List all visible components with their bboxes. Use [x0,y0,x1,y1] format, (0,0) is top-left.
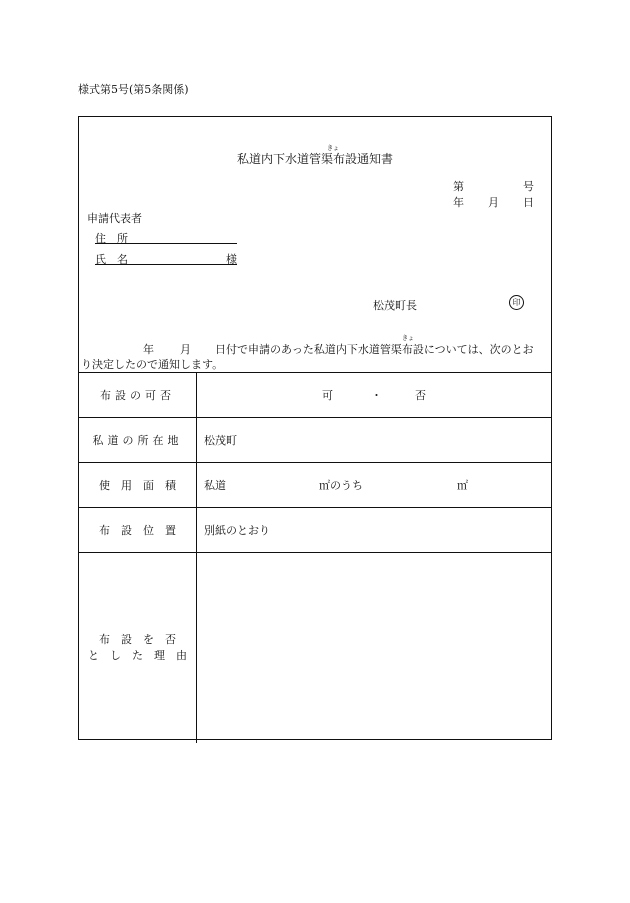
name-label: 氏 名 [95,253,128,266]
row-value-feasibility [197,373,551,417]
row-label-feasibility: 布設の可否 [79,373,197,417]
date-day: 日 [523,196,534,209]
value-private-road: 私道 [204,479,226,492]
row-label-position: 布 設 位 置 [79,508,197,552]
row-value-area [197,463,551,507]
number-go: 号 [523,180,534,193]
row-value-location: 松茂町 [204,434,237,447]
table-row [79,418,551,463]
table-row [79,553,551,743]
name-line [95,251,237,265]
notice-form [78,116,552,740]
title-ruby: きょ [326,145,339,152]
address-line [95,230,237,244]
date-month: 月 [488,196,499,209]
value-sqm: ㎡ [457,479,468,492]
row-label-location: 私道の所在地 [79,418,197,462]
table-row [79,373,551,418]
table-row [79,463,551,508]
value-sqm-of: ㎡のうち [319,479,363,492]
row-label-reason [79,553,197,743]
document-title-container [236,145,393,167]
value-dot: ・ [371,389,382,402]
decision-table [79,372,551,743]
form-number-label: 様式第5号(第5条関係) [78,83,189,96]
seal-icon: 印 [509,295,524,310]
applicant-heading: 申請代表者 [87,212,142,225]
body-line2: り決定したので通知します。 [81,358,224,371]
number-dai: 第 [453,180,464,193]
issuer-name: 松茂町長 [373,299,417,312]
row-value-position: 別紙のとおり [204,524,270,537]
name-suffix: 様 [226,253,237,266]
row-value-reason [197,553,551,743]
document-title-wrap [79,145,551,167]
value-hi: 否 [415,389,426,402]
reason-label-line2: と し た 理 由 [88,649,187,662]
body-year: 年 [143,343,154,356]
value-ka: 可 [322,389,333,402]
date-year: 年 [453,196,464,209]
reason-label-line1: 布 設 を 否 [99,633,176,646]
body-month: 月 [180,343,191,356]
row-label-area: 使 用 面 積 [79,463,197,507]
document-title: 私道内下水道管渠布設通知書 [236,152,393,166]
body-line1: 日付で申請のあった私道内下水道管渠布設については、次のとお [215,343,534,356]
table-row [79,508,551,553]
address-label: 住 所 [95,232,128,245]
body-ruby: きょ [402,335,415,342]
